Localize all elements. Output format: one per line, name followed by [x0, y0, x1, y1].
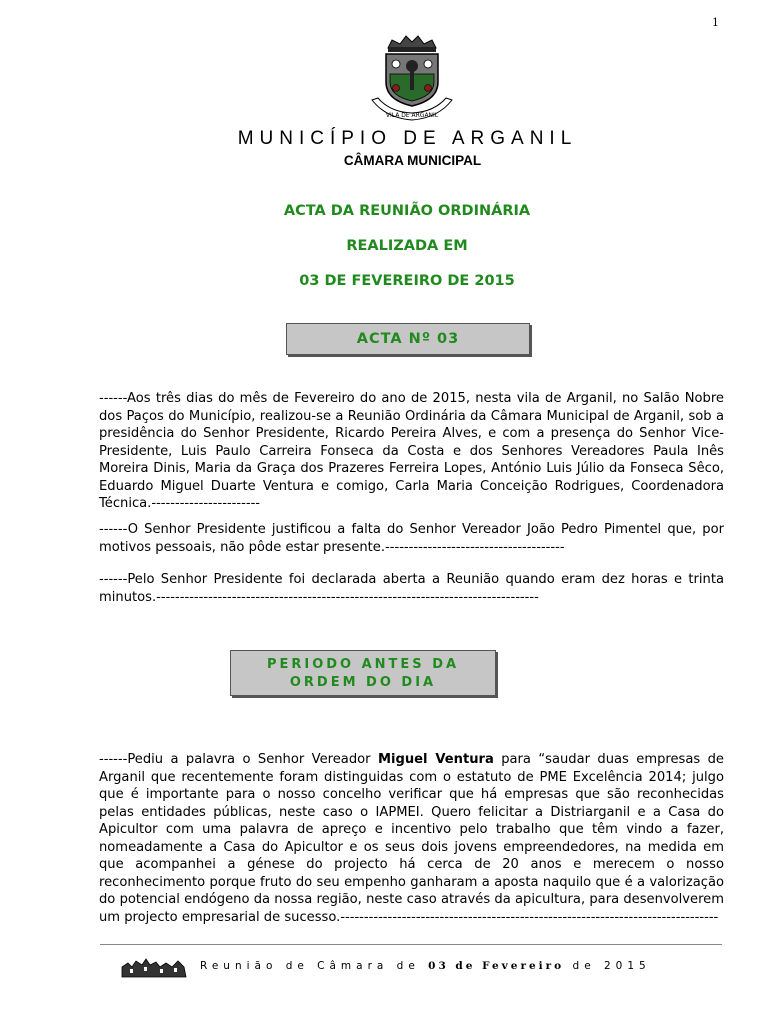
- municipal-coat-of-arms-icon: [366, 34, 458, 122]
- paragraph-intervention: [99, 751, 724, 926]
- council-name: CÂMARA MUNICIPAL: [343, 153, 482, 168]
- paragraph-opening: ------Aos três dias do mês de Fevereiro do ano de 2015, nesta vila de Arganil, no Salão Nobre dos Paços do Município, realizou-se a Reunião Ordinária da Câmara Municipal de Arganil, sob a presidência do Senhor Presidente, Ricardo Pereira Alves, e com a presença do Senhor Vice-Presidente, Luis Paulo Carreira Fonseca da Costa e dos Senhores Vereadores Paula Inês Moreira Dinis, Maria da Graça dos Prazeres Ferreira Lopes, António Luis Júlio da Fonseca Sêco, Eduardo Miguel Duarte Ventura e comigo, Carla Maria Conceição Rodrigues, Coordenadora Técnica.-----------------------: [99, 391, 724, 511]
- intervention-prefix: ------Pediu a palavra o Senhor Vereador: [99, 752, 378, 767]
- footer-prefix: Reunião de Câmara de: [200, 960, 420, 972]
- acta-number-box: ACTA Nº 03: [286, 323, 530, 355]
- paragraph-opening-time: ------Pelo Senhor Presidente foi declarada aberta a Reunião quando eram dez horas e trinta minutos.---------------------------------------------------------------------------------: [99, 572, 724, 605]
- crest-motto: VILA DE ARGANIL: [385, 112, 439, 119]
- intervention-text: para “saudar duas empresas de Arganil que recentemente foram distinguidas com o estatuto de PME Excelência 2014; julgo que é importante para o nosso concelho verificar que há empresas que são reconhecidas pelas entidades públicas, neste caso o IAPMEI. Quero felicitar a Distriarganil e a Casa do Apicultor com uma palavra de apreço e incentivo pelo trabalho que têm vindo a fazer, nomeadamente a Casa do Apicultor e os seus dois jovens empreendedores, na medida em que acompanhei a génese do projecto há cerca de 20 anos e merecem o nosso reconhecimento porque fruto do seu empenho ganharam a aposta naquilo que é a valorização do potencial endógeno da nossa região, neste caso através da apicultura, para desenvolverem um projecto empresarial de sucesso.--------------------------------------------------------------------------------: [99, 752, 724, 925]
- footer-date: 03 de Fevereiro: [428, 960, 565, 972]
- footer-divider: [100, 944, 722, 945]
- section-heading-line2: ORDEM DO DIA: [289, 675, 437, 690]
- footer-suffix: de 2015: [572, 960, 651, 972]
- paragraph-absence: ------O Senhor Presidente justificou a falta do Senhor Vereador João Pedro Pimentel que, por motivos pessoais, não pôde estar presente.--------------------------------------: [99, 522, 724, 555]
- municipality-name: MUNICÍPIO DE ARGANIL: [237, 128, 578, 149]
- meeting-date: 03 DE FEVEREIRO DE 2015: [299, 273, 515, 289]
- document-subtitle: REALIZADA EM: [346, 238, 468, 254]
- page-number: 1: [712, 16, 719, 29]
- councillor-name: Miguel Ventura: [377, 752, 494, 767]
- section-heading-line1: PERIODO ANTES DA: [266, 657, 460, 672]
- footer-caption: [200, 960, 651, 972]
- section-heading-box: [230, 650, 496, 696]
- town-skyline-logo-icon: [120, 955, 188, 979]
- document-title: ACTA DA REUNIÃO ORDINÁRIA: [283, 203, 531, 219]
